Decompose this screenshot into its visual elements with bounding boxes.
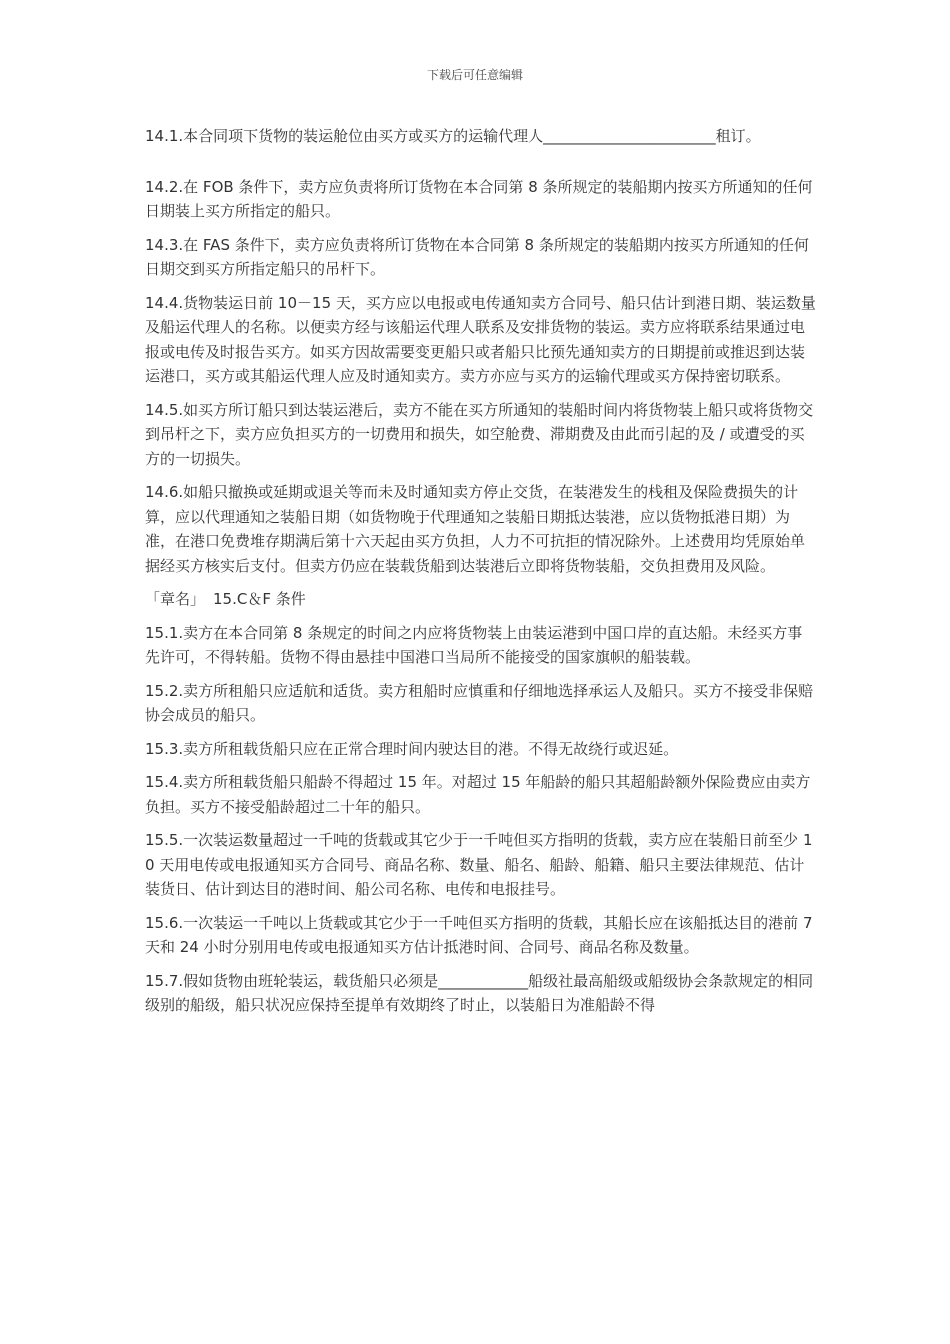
clause-15-7: 15.7.假如货物由班轮装运，载货船只必须是____________船级社最高船级或船级协会条款规定的相同级别的船级，船只状况应保持至提单有效期终了时止，以装船日为准船龄不得 — [145, 971, 814, 1014]
clause-14-3: 14.3.在 FAS 条件下，卖方应负责将所订货物在本合同第 8 条所规定的装船期内按买方所通知的任何日期交到买方所指定船只的吊杆下。 — [145, 235, 809, 278]
clause-15-6: 15.6.一次装运一千吨以上货载或其它少于一千吨但买方指明的货载，其船长应在该船抵达目的港前 7 天和 24 小时分别用电传或电报通知买方估计抵港时间、合同号、商品名称及数量。 — [145, 913, 813, 956]
document-body — [145, 124, 817, 1027]
page-header: 下载后可任意编辑 — [426, 68, 523, 82]
clause-14-6: 14.6.如船只撤换或延期或退关等而未及时通知卖方停止交货，在装港发生的栈租及保险费损失的计算，应以代理通知之装船日期（如货物晚于代理通知之装船日期抵达装港，应以货物抵港日期）为准，在港口免费堆存期满后第十六天起由买方负担，人力不可抗拒的情况除外。上述费用均凭原始单据经买方核实后支付。但卖方仍应在装载货船到达装港后立即将货物装船，交负担费用及风险。 — [145, 483, 806, 575]
clause-14-2: 14.2.在 FOB 条件下，卖方应负责将所订货物在本合同第 8 条所规定的装船期内按买方所通知的任何日期装上买方所指定的船只。 — [145, 177, 813, 220]
chapter-heading — [145, 587, 817, 612]
chapter-tag: 「章名」 — [145, 590, 206, 608]
clause-15-1: 15.1.卖方在本合同第 8 条规定的时间之内应将货物装上由装运港到中国口岸的直达船。未经买方事先许可，不得转船。货物不得由悬挂中国港口当局所不能接受的国家旗帜的船装载。 — [145, 623, 803, 666]
clause-15-5: 15.5.一次装运数量超过一千吨的货载或其它少于一千吨但买方指明的货载，卖方应在装船日前至少 10 天用电传或电报通知买方合同号、商品名称、数量、船名、船龄、船籍、船只主要法律规范、估计装货日、估计到达目的港时间、船公司名称、电传和电报挂号。 — [145, 831, 813, 898]
clause-15-3: 15.3.卖方所租载货船只应在正常合理时间内驶达目的港。不得无故绕行或迟延。 — [145, 739, 679, 758]
clause-15-2: 15.2.卖方所租船只应适航和适货。卖方租船时应慎重和仔细地选择承运人及船只。买方不接受非保赔协会成员的船只。 — [145, 681, 814, 724]
clause-14-1: 14.1.本合同项下货物的装运舱位由买方或买方的运输代理人_______________________租订。 — [145, 127, 761, 145]
clause-14-4: 14.4.货物装运日前 10－15 天，买方应以电报或电传通知卖方合同号、船只估计到港日期、装运数量及船运代理人的名称。以便卖方经与该船运代理人联系及安排货物的装运。卖方应将联系结果通过电报或电传及时报告买方。如买方因故需要变更船只或者船只比预先通知卖方的日期提前或推迟到达装运港口，买方或其船运代理人应及时通知卖方。卖方亦应与买方的运输代理或买方保持密切联系。 — [145, 293, 816, 385]
clause-15-4: 15.4.卖方所租载货船只船龄不得超过 15 年。对超过 15 年船龄的船只其超船龄额外保险费应由卖方负担。买方不接受船龄超过二十年的船只。 — [145, 773, 811, 816]
chapter-title: 15.C＆F 条件 — [213, 590, 306, 608]
clause-14-5: 14.5.如买方所订船只到达装运港后，卖方不能在买方所通知的装船时间内将货物装上船只或将货物交到吊杆之下，卖方应负担买方的一切费用和损失，如空舱费、滞期费及由此而引起的及 / 或遭受的买方的一切损失。 — [145, 400, 814, 468]
